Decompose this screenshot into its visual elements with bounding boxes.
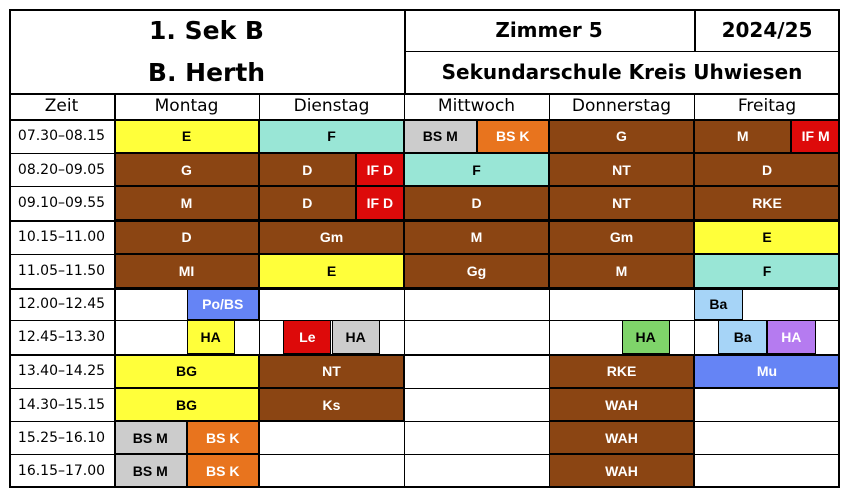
lesson-cell: M bbox=[114, 186, 259, 220]
lesson-cell: Ks bbox=[259, 388, 404, 421]
lesson-cell: IF D bbox=[356, 186, 404, 220]
lesson-cell: M bbox=[549, 254, 694, 288]
time-slot-label: 08.20–09.05 bbox=[17, 161, 106, 178]
lesson-cell: Gm bbox=[259, 220, 404, 254]
lesson-cell: HA bbox=[332, 320, 380, 354]
row-divider bbox=[9, 421, 840, 422]
lesson-cell: BG bbox=[114, 354, 259, 388]
lesson-cell: D bbox=[114, 220, 259, 254]
row-divider bbox=[9, 220, 840, 222]
lesson-cell: D bbox=[404, 186, 549, 220]
lesson-cell: F bbox=[694, 254, 840, 288]
lesson-cell: F bbox=[404, 153, 549, 186]
row-divider bbox=[9, 454, 840, 455]
class-name: 1. Sek B bbox=[149, 15, 264, 45]
row-divider bbox=[9, 320, 840, 321]
lesson-cell: HA bbox=[767, 320, 816, 354]
lesson-cell: M bbox=[694, 119, 791, 153]
lesson-cell: IF D bbox=[356, 153, 404, 186]
teacher-name: B. Herth bbox=[147, 57, 266, 87]
time-slot-label: 16.15–17.00 bbox=[17, 463, 106, 479]
outer-border-left bbox=[9, 9, 11, 488]
lesson-cell: BS M bbox=[114, 421, 187, 454]
lesson-cell: Ba bbox=[718, 320, 767, 354]
lesson-cell: G bbox=[114, 153, 259, 186]
lesson-cell: D bbox=[259, 186, 356, 220]
lesson-cell: BS M bbox=[114, 454, 187, 488]
lesson-cell: WAH bbox=[549, 388, 694, 421]
row-divider bbox=[9, 388, 840, 389]
lesson-cell: NT bbox=[549, 153, 694, 186]
lesson-cell: Ba bbox=[694, 288, 743, 320]
time-slot-label: 10.15–11.00 bbox=[17, 229, 106, 245]
time-slot-label: 07.30–08.15 bbox=[17, 128, 106, 144]
time-column-header: Zeit bbox=[44, 96, 79, 116]
row-divider bbox=[9, 288, 840, 290]
time-slot-label: 12.45–13.30 bbox=[17, 329, 106, 345]
lesson-cell: M bbox=[404, 220, 549, 254]
time-slot-label: 15.25–16.10 bbox=[17, 429, 106, 446]
lesson-cell: Gg bbox=[404, 254, 549, 288]
time-slot-label: 14.30–15.15 bbox=[17, 396, 106, 413]
header-divider-year bbox=[694, 9, 696, 51]
lesson-cell: E bbox=[259, 254, 404, 288]
day-header-freitag: Freitag bbox=[737, 96, 797, 116]
lesson-cell: F bbox=[259, 119, 404, 153]
time-slot-label: 13.40–14.25 bbox=[17, 363, 106, 379]
lesson-cell: E bbox=[694, 220, 840, 254]
day-header-montag: Montag bbox=[154, 96, 219, 116]
outer-border-bottom bbox=[9, 486, 840, 488]
lesson-cell: HA bbox=[187, 320, 235, 354]
lesson-cell: BG bbox=[114, 388, 259, 421]
row-divider bbox=[9, 254, 840, 255]
row-divider bbox=[9, 354, 840, 356]
header-divider-bottom bbox=[9, 93, 840, 95]
lesson-cell: NT bbox=[259, 354, 404, 388]
time-slot-label: 11.05–11.50 bbox=[17, 263, 106, 279]
day-header-mittwoch: Mittwoch bbox=[437, 96, 516, 116]
lesson-cell: BS K bbox=[187, 454, 260, 488]
header-divider-school bbox=[404, 51, 840, 52]
lesson-cell: BS K bbox=[477, 119, 550, 153]
day-header-dienstag: Dienstag bbox=[293, 96, 370, 116]
room-label: Zimmer 5 bbox=[495, 18, 603, 42]
lesson-cell: E bbox=[114, 119, 259, 153]
lesson-cell: HA bbox=[622, 320, 670, 354]
lesson-cell: WAH bbox=[549, 421, 694, 454]
row-divider bbox=[9, 186, 840, 187]
lesson-cell: D bbox=[259, 153, 356, 186]
lesson-cell: Le bbox=[283, 320, 331, 354]
outer-border-top bbox=[9, 9, 840, 11]
lesson-cell: G bbox=[549, 119, 694, 153]
lesson-cell: RKE bbox=[694, 186, 840, 220]
lesson-cell: Po/BS bbox=[187, 288, 260, 320]
lesson-cell: D bbox=[694, 153, 840, 186]
lesson-cell: BS M bbox=[404, 119, 477, 153]
lesson-cell: MI bbox=[114, 254, 259, 288]
lesson-cell: IF M bbox=[791, 119, 840, 153]
column-header-bottom bbox=[9, 119, 840, 121]
lesson-cell: NT bbox=[549, 186, 694, 220]
lesson-cell: Mu bbox=[694, 354, 840, 388]
school-year: 2024/25 bbox=[721, 18, 813, 42]
school-name: Sekundarschule Kreis Uhwiesen bbox=[441, 60, 803, 84]
lesson-cell: WAH bbox=[549, 454, 694, 488]
lesson-cell: BS K bbox=[187, 421, 260, 454]
outer-border-right bbox=[838, 9, 840, 488]
lesson-cell: RKE bbox=[549, 354, 694, 388]
time-slot-label: 12.00–12.45 bbox=[17, 296, 106, 312]
day-header-donnerstag: Donnerstag bbox=[571, 96, 672, 116]
lesson-cell: Gm bbox=[549, 220, 694, 254]
time-slot-label: 09.10–09.55 bbox=[17, 195, 106, 211]
row-divider bbox=[9, 153, 840, 154]
